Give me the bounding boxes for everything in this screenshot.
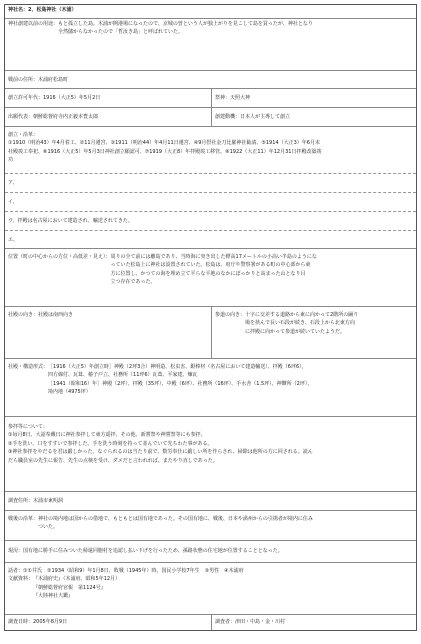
history-line-3: 功 <box>8 157 14 164</box>
approach-line-1: 十字に交差する道路から東に向かって2階所の踊り <box>245 312 359 318</box>
location-line-4: 立つ存在であった。 <box>110 279 156 286</box>
current-state-row <box>5 541 416 563</box>
approach-label: 参道の向き： <box>215 312 246 318</box>
structure-line-1: ［1916（大正5）年創立時］神殿（2坪3合）神明造、松虫害、銀棒材（名古屋において建造輸送）、拝殿（6坪6）， <box>48 364 307 370</box>
prewar-address: 戦前の住所：木浦府松島町 <box>8 77 69 83</box>
structure-line-2: 四方線付、瓦葺、椿子戸立、社務所（11坪6）瓦葺、平家建、煉瓦 <box>48 372 198 379</box>
postwar-address-row <box>5 71 416 89</box>
source-1: 『木浦府史』（木浦府、昭和5年12月） <box>33 576 121 583</box>
prior-use-label: 神社創建以前の用途： <box>8 21 59 27</box>
worship-line-3: ③神社参拝をやだるを君は鍛しかった。なぐられるのは当たり前で、数労奉仕に鍛しい所を作らされ、掃除は他所の方に回される。読ん <box>8 449 313 456</box>
postwar-label: 戦後の沿革： <box>8 516 39 522</box>
item-i: イ、 <box>8 199 18 205</box>
item-a: ア、 <box>8 180 18 186</box>
history-line-1: ①1910（明治43）年4月着工、②11月遷宮、③1911（明治44）年4月11日遷宮、④9月摂社金刀比羅神社勧請、⑤1914（大正3）年6月末 <box>8 140 320 147</box>
structure-line-3: ［1941（昭和16）年］神殿（2坪）、拝殿（35坪）、中殿（6坪）、社務所（16坪）、手水舎（1.5坪）、神饌所（2坪）、 <box>48 380 313 387</box>
worship-line-2: ②手を洗い、口をすすいで参拝した。手を洗う時刻を持って並んでいて先ちわた事がある。 <box>8 440 213 447</box>
item-a-row <box>5 174 416 193</box>
location-line-3: 方に位置し、かつての海を埋め立て平らな平地のなかにぽっかりと高まった山となり目 <box>110 270 306 277</box>
current-state: 現況：国有地に勝手に住みついた帰還同胞村を追認し払い下げを行ったため、孫路状態の住宅地が位置することとなった。 <box>8 548 283 554</box>
surveyor: 調査者：津田・中島・金・川村 <box>215 619 286 625</box>
item-u: ウ、拝殿は名古屋において建造され、輸送されてきた。 <box>8 218 133 224</box>
item-e-row <box>5 231 416 249</box>
shrine-name-row <box>5 5 416 19</box>
worship-line-1: ①毎月8日、大詔奉戴日に神社参拝して東方遥拝、その他、新嘗祭や神嘗祭等にも参拝。 <box>8 432 206 439</box>
current-address-row <box>5 492 416 511</box>
structure-label: 社殿・構造形式： <box>8 364 49 370</box>
history-row <box>5 127 416 174</box>
prior-use-text-2: 全然儲からなかったので「哲汝き島」と呼ばれていた。 <box>58 29 184 36</box>
structure-row <box>5 359 416 417</box>
location-label: 位置（町の中心からの方位・高低差・見え）： <box>8 254 111 260</box>
location-line-1: 周りの全て前には離島であり、当時海に突き出した標高17メートルの小高い半島のようにな <box>110 254 317 260</box>
structure-line-4: 境内地（4975坪） <box>48 389 91 396</box>
informant-row <box>5 563 416 615</box>
petitioner: 出願代表：朝鮮総督府寺内正毅本豊太郎 <box>8 114 99 120</box>
survey-date: 調査日時：2005年8月9日 <box>8 619 68 625</box>
worship-line-4: だら職員室の先生に報告、先生の点検を受け、ダメだと言われれば、またやり直しであった。 <box>8 457 218 464</box>
worship-row <box>5 417 416 492</box>
item-e: エ、 <box>8 237 19 243</box>
worship-label: 参拝等について： <box>8 424 48 430</box>
item-i-row <box>5 193 416 212</box>
item-u-row <box>5 212 416 231</box>
source-3: 『大陸神社大鑑』 <box>33 593 74 600</box>
location-row <box>5 249 416 307</box>
deity: 祭神：天照大神 <box>215 95 251 101</box>
approach-line-2: 場を挟んで長い石段が続き、石段上から北東方向 <box>245 320 355 327</box>
informant-text: ①①井氏 ②1934（昭和9）年1月8日、敗戦（1945年）時、国民小学校7年生 ③男性 ④木浦府 <box>23 568 244 574</box>
prior-use-text-1: もと孤立した島。木浦が開港場になったので、京城の曽という人が独上がりを見こして島を買ったが、神社となり <box>58 21 313 27</box>
prior-use-row <box>5 19 416 71</box>
founding-row <box>5 89 416 108</box>
postwar-row <box>5 511 416 541</box>
postwar-line-1: 神社の境内地は国からの借地で、もともとは国有地であった。その国有地に、戦後、日本や満州からの引揚者が境内に住み <box>38 516 313 522</box>
shrine-name: 神社名：2、松島神社（木浦） <box>8 7 77 13</box>
history-line-2: 社殿竣工奉祀、⑥1916（大正5）年5月3日神社創立願認可、⑦1919（大正8）年拝殿竣工移管、⑧1922（大正11）年12月31日拝殿改築竣 <box>8 148 322 155</box>
founding-date: 創立許可年代：1916（大正5）年5月2日 <box>8 95 101 101</box>
history-label: 創立・沿革： <box>8 132 39 138</box>
sources-label: 文献資料： <box>8 576 34 583</box>
source-2: 『朝鮮総督府官報 第1124号』 <box>33 584 106 591</box>
petitioner-row <box>5 108 416 127</box>
approach-line-3: に拝殿に向かって参道が続いていたようだ。 <box>245 328 346 335</box>
survey-sheet <box>4 4 417 631</box>
postwar-line-2: ついた。 <box>38 524 59 531</box>
founding-motive: 創建動機：日本人が主導して創立 <box>215 114 291 120</box>
location-line-2: っていた松島上に神社は設置されていた。松島は、府庁や警察署がある町の中心部から東 <box>110 262 311 269</box>
shrine-orientation: 社殿の向き：社殿は南西向き <box>8 312 74 318</box>
current-address: 調査住所：木浦市東明洞 <box>8 498 64 504</box>
survey-footer-row <box>5 615 416 630</box>
informant-label: 話者： <box>8 568 24 574</box>
orientation-row <box>5 307 416 359</box>
